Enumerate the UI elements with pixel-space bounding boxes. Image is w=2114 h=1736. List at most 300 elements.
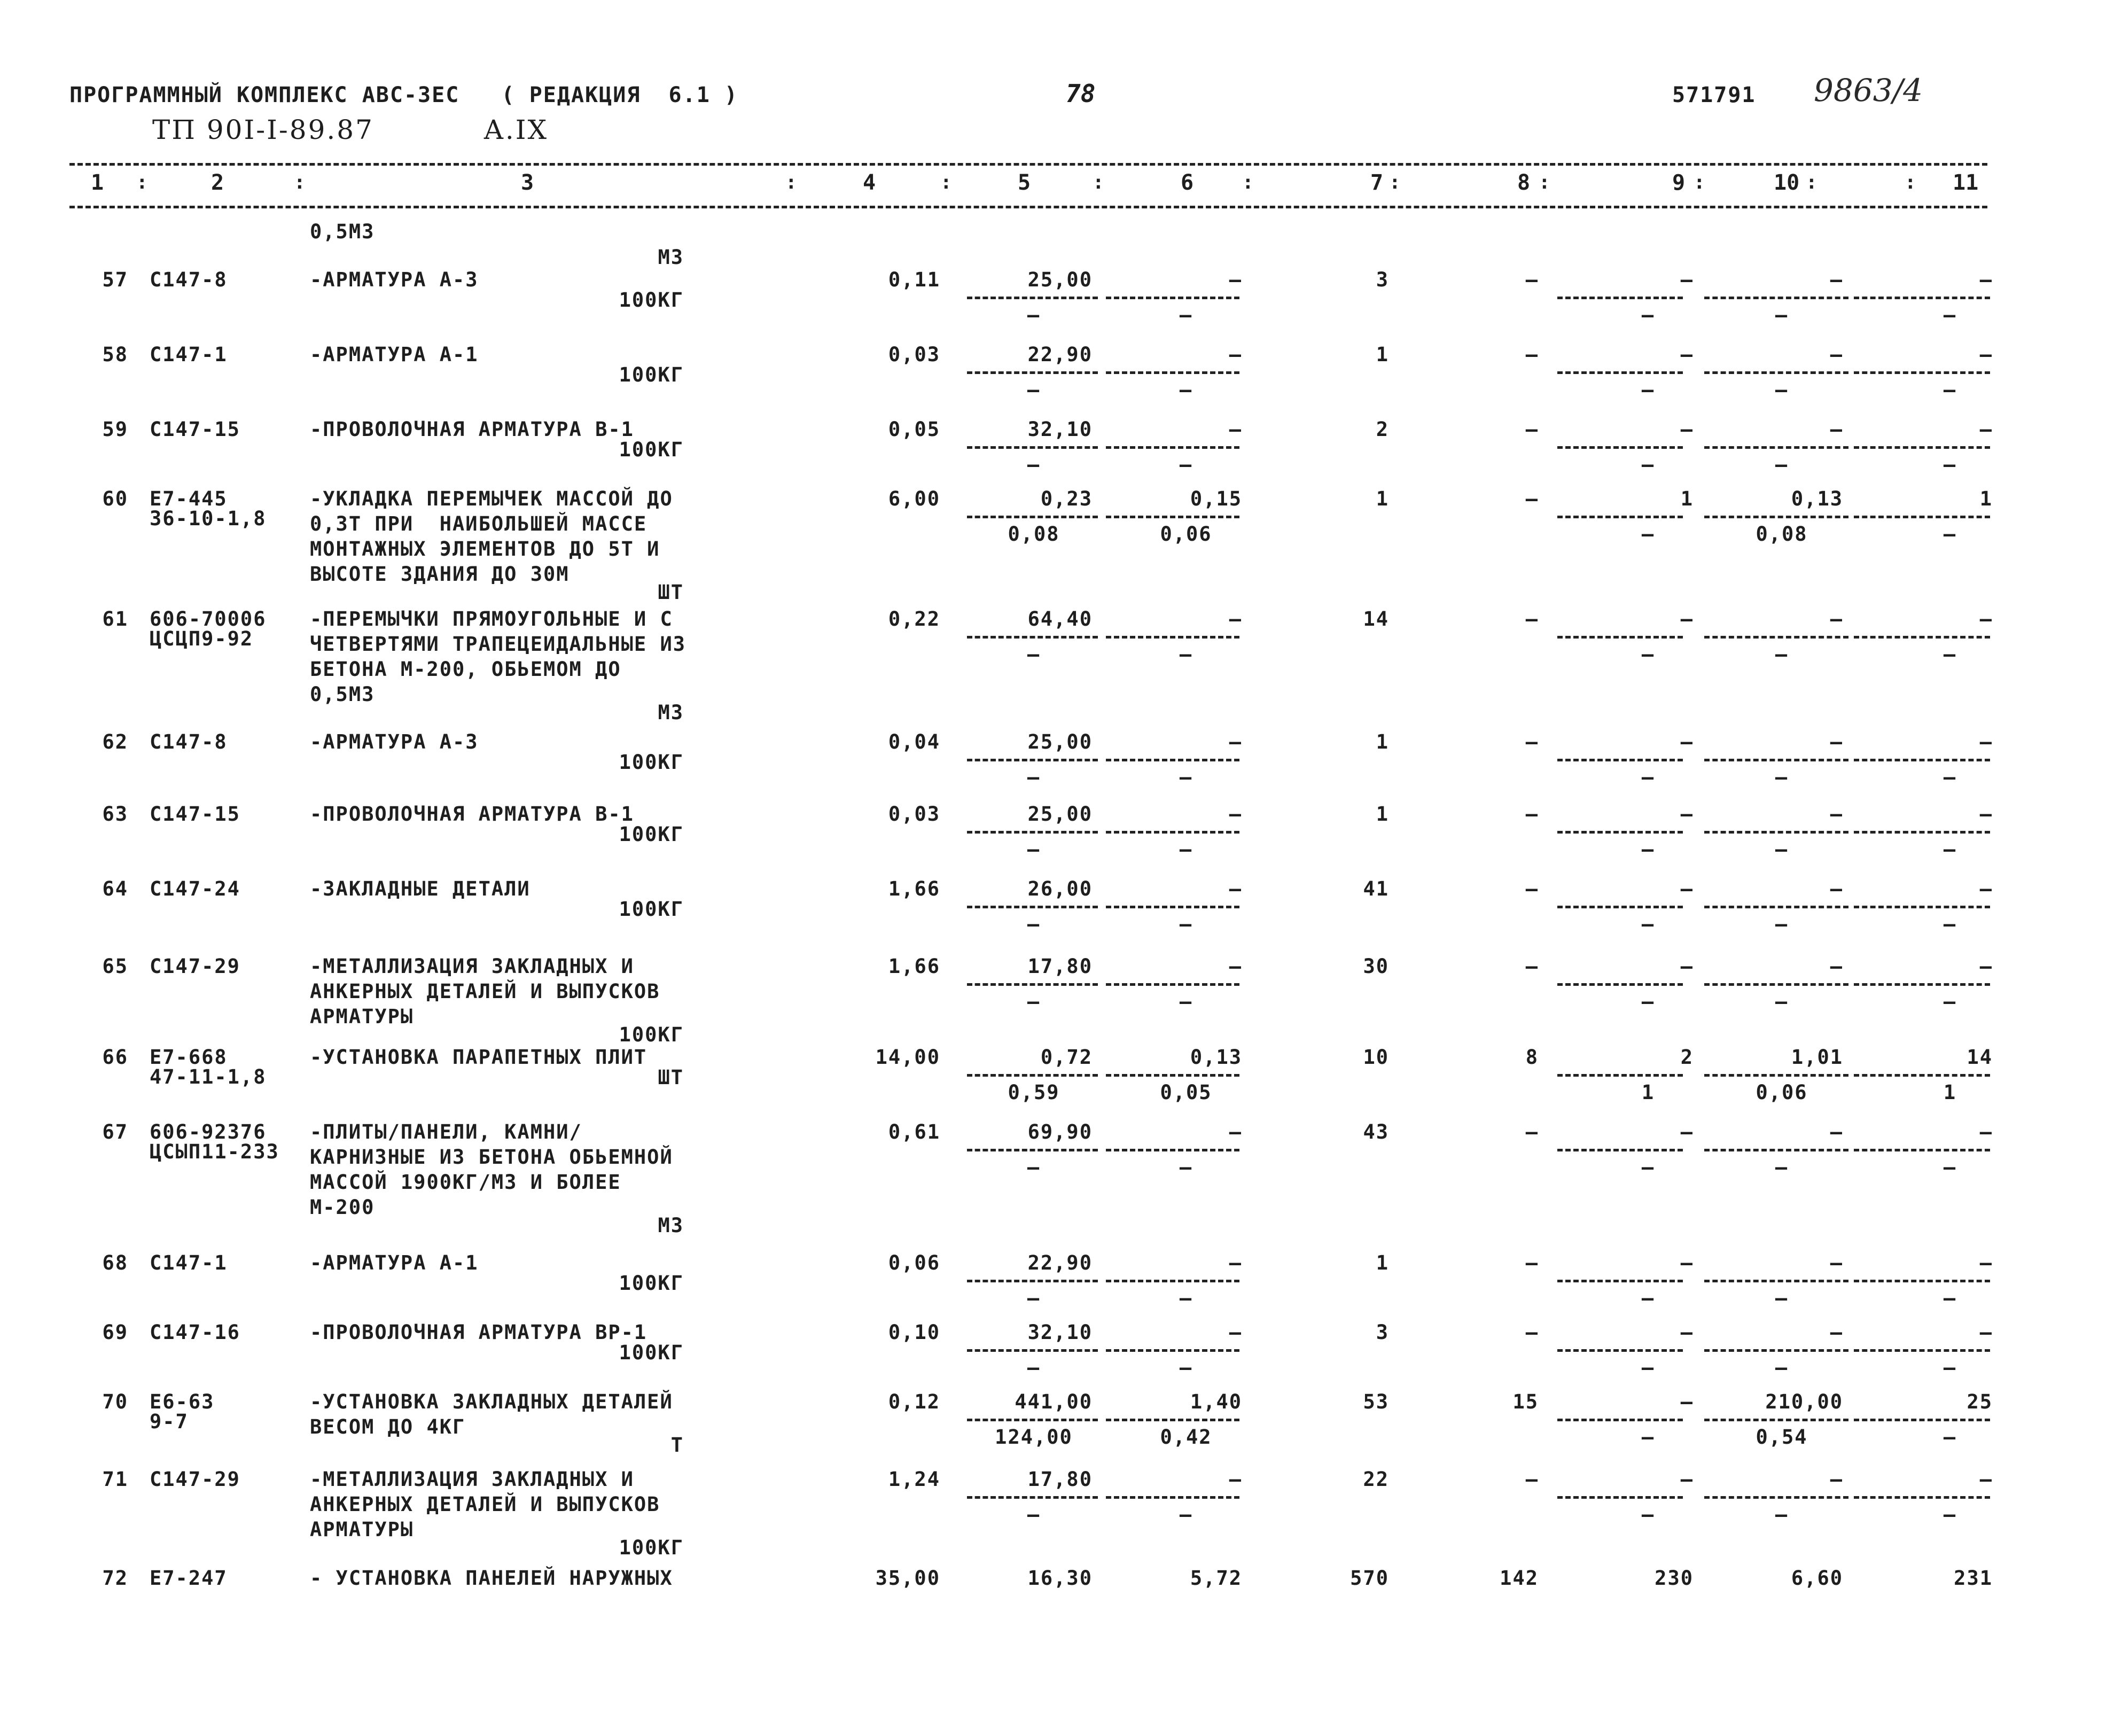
fraction-line xyxy=(1557,371,1683,374)
row-number: 69 xyxy=(102,1321,128,1344)
value-c10: 1,01 xyxy=(1791,1046,1843,1069)
unit-of-measure: 100КГ xyxy=(619,751,684,774)
value-c10-lower: – xyxy=(1775,303,1789,326)
fraction-line xyxy=(1557,636,1683,639)
work-description: 0,5М3 xyxy=(310,220,375,243)
column-separator: : xyxy=(1093,172,1104,193)
value-c6-lower: – xyxy=(1179,766,1193,789)
unit-of-measure: М3 xyxy=(658,701,684,724)
value-c6-lower: 0,42 xyxy=(1160,1426,1212,1449)
fraction-line xyxy=(967,636,1098,639)
resource-code: Е7-247 xyxy=(150,1567,228,1590)
value-c11-lower: – xyxy=(1943,1356,1957,1379)
value-c8: – xyxy=(1525,1120,1539,1143)
fraction-line xyxy=(967,906,1098,908)
fraction-line xyxy=(967,1349,1098,1352)
value-c11: 14 xyxy=(1967,1046,1993,1069)
fraction-line xyxy=(1704,297,1848,299)
column-separator: : xyxy=(785,172,797,193)
value-c9-lower: – xyxy=(1641,990,1655,1013)
value-c6-lower: – xyxy=(1179,990,1193,1013)
work-description: М-200 xyxy=(310,1196,375,1219)
row-number: 60 xyxy=(102,487,128,510)
value-c9: – xyxy=(1680,955,1694,978)
fraction-line xyxy=(967,446,1098,449)
value-c6-lower: – xyxy=(1179,1287,1193,1310)
value-c8: – xyxy=(1525,1321,1539,1344)
value-c11-lower: – xyxy=(1943,1503,1957,1526)
fraction-line xyxy=(1106,446,1239,449)
value-c8: – xyxy=(1525,877,1539,900)
value-c4: 35,00 xyxy=(875,1567,940,1590)
value-c10: – xyxy=(1830,418,1843,441)
fraction-line xyxy=(1557,983,1683,986)
doc-number: 571791 xyxy=(1672,83,1756,107)
column-separator: : xyxy=(1539,172,1550,193)
value-c4: 6,00 xyxy=(888,487,940,510)
value-c9-lower: – xyxy=(1641,453,1655,476)
value-c9-lower: – xyxy=(1641,523,1655,546)
value-c11-lower: – xyxy=(1943,913,1957,936)
value-c7: 1 xyxy=(1376,487,1389,510)
value-c5: 32,10 xyxy=(1027,418,1093,441)
value-c11: – xyxy=(1979,955,1993,978)
row-number: 72 xyxy=(102,1567,128,1590)
column-header-7: 7 xyxy=(1370,170,1384,195)
fraction-line xyxy=(967,983,1098,986)
value-c4: 0,10 xyxy=(888,1321,940,1344)
fraction-line xyxy=(1704,636,1848,639)
value-c6-lower: – xyxy=(1179,643,1193,666)
value-c7: 43 xyxy=(1363,1120,1389,1143)
value-c5: 64,40 xyxy=(1027,608,1093,630)
value-c11: 25 xyxy=(1967,1390,1993,1413)
value-c7: 22 xyxy=(1363,1468,1389,1491)
value-c4: 0,11 xyxy=(888,268,940,291)
value-c5-lower: – xyxy=(1027,1156,1041,1179)
value-c7: 1 xyxy=(1376,1251,1389,1274)
value-c6-lower: – xyxy=(1179,378,1193,401)
value-c10: – xyxy=(1830,1251,1843,1274)
fraction-line xyxy=(1704,516,1848,518)
value-c7: 3 xyxy=(1376,268,1389,291)
resource-code: 606-70006 ЦСЦП9-92 xyxy=(150,608,267,650)
work-description: -УСТАНОВКА ПАРАПЕТНЫХ ПЛИТ xyxy=(310,1046,648,1069)
value-c10: – xyxy=(1830,1120,1843,1143)
value-c9: – xyxy=(1680,343,1694,366)
fraction-line xyxy=(1854,371,1990,374)
value-c7: 3 xyxy=(1376,1321,1389,1344)
work-description: -МЕТАЛЛИЗАЦИЯ ЗАКЛАДНЫХ И xyxy=(310,955,634,978)
value-c5-lower: 124,00 xyxy=(995,1426,1073,1449)
work-description: -ЗАКЛАДНЫЕ ДЕТАЛИ xyxy=(310,877,531,900)
value-c5: 32,10 xyxy=(1027,1321,1093,1344)
fraction-line xyxy=(1704,1280,1848,1282)
value-c6-lower: – xyxy=(1179,1356,1193,1379)
value-c5: 0,23 xyxy=(1040,487,1093,510)
value-c9-lower: – xyxy=(1641,838,1655,861)
value-c5: 69,90 xyxy=(1027,1120,1093,1143)
value-c10-lower: – xyxy=(1775,766,1789,789)
unit-of-measure: 100КГ xyxy=(619,289,684,312)
fraction-line xyxy=(1106,516,1239,518)
value-c6: – xyxy=(1229,803,1242,826)
value-c11: – xyxy=(1979,803,1993,826)
value-c7: 10 xyxy=(1363,1046,1389,1069)
value-c5: 16,30 xyxy=(1027,1567,1093,1590)
value-c5: 0,72 xyxy=(1040,1046,1093,1069)
value-c8: – xyxy=(1525,1468,1539,1491)
row-number: 65 xyxy=(102,955,128,978)
work-description: -ПРОВОЛОЧНАЯ АРМАТУРА ВР-1 xyxy=(310,1321,648,1344)
column-header-2: 2 xyxy=(211,170,224,195)
value-c11: – xyxy=(1979,1468,1993,1491)
value-c5-lower: – xyxy=(1027,1287,1041,1310)
fraction-line xyxy=(1557,1496,1683,1499)
row-number: 61 xyxy=(102,608,128,630)
work-description: АНКЕРНЫХ ДЕТАЛЕЙ И ВЫПУСКОВ xyxy=(310,1493,660,1516)
fraction-line xyxy=(1557,1349,1683,1352)
fraction-line xyxy=(1557,1149,1683,1151)
fraction-line xyxy=(1557,1419,1683,1421)
fraction-line xyxy=(1854,1496,1990,1499)
column-separator: : xyxy=(294,172,306,193)
row-number: 64 xyxy=(102,877,128,900)
work-description: 0,5М3 xyxy=(310,683,375,706)
value-c9-lower: – xyxy=(1641,1287,1655,1310)
fraction-line xyxy=(1854,983,1990,986)
column-header-9: 9 xyxy=(1672,170,1686,195)
fraction-line xyxy=(1557,1074,1683,1077)
value-c4: 1,24 xyxy=(888,1468,940,1491)
fraction-line xyxy=(967,1149,1098,1151)
value-c9-lower: – xyxy=(1641,378,1655,401)
row-number: 63 xyxy=(102,803,128,826)
value-c11: – xyxy=(1979,1120,1993,1143)
work-description: 0,3Т ПРИ НАИБОЛЬШЕЙ МАССЕ xyxy=(310,512,648,535)
value-c10: – xyxy=(1830,1321,1843,1344)
value-c10: – xyxy=(1830,268,1843,291)
value-c5-lower: – xyxy=(1027,378,1041,401)
unit-of-measure: 100КГ xyxy=(619,823,684,846)
value-c8: 8 xyxy=(1525,1046,1539,1069)
fraction-line xyxy=(1106,831,1239,834)
row-number: 59 xyxy=(102,418,128,441)
value-c7: 1 xyxy=(1376,343,1389,366)
value-c7: 570 xyxy=(1350,1567,1389,1590)
fraction-line xyxy=(1557,1280,1683,1282)
value-c9: – xyxy=(1680,1468,1694,1491)
value-c11-lower: – xyxy=(1943,766,1957,789)
column-separator: : xyxy=(1242,172,1254,193)
value-c9: – xyxy=(1680,268,1694,291)
work-description: ВЕСОМ ДО 4КГ xyxy=(310,1415,466,1438)
work-description: ВЫСОТЕ ЗДАНИЯ ДО 30М xyxy=(310,563,570,586)
fraction-line xyxy=(1704,1149,1848,1151)
column-separator: : xyxy=(940,172,952,193)
value-c9: – xyxy=(1680,1251,1694,1274)
fraction-line xyxy=(1854,297,1990,299)
value-c6: – xyxy=(1229,268,1242,291)
value-c10-lower: – xyxy=(1775,453,1789,476)
value-c6-lower: – xyxy=(1179,1503,1193,1526)
value-c11: – xyxy=(1979,1251,1993,1274)
value-c5-lower: – xyxy=(1027,303,1041,326)
value-c5-lower: – xyxy=(1027,990,1041,1013)
fraction-line xyxy=(1557,759,1683,761)
value-c11: – xyxy=(1979,1321,1993,1344)
row-number: 57 xyxy=(102,268,128,291)
unit-of-measure: 100КГ xyxy=(619,1341,684,1364)
column-header-6: 6 xyxy=(1181,170,1194,195)
fraction-line xyxy=(967,1074,1098,1077)
value-c9-lower: 1 xyxy=(1641,1081,1655,1104)
work-description: -АРМАТУРА А-1 xyxy=(310,1251,479,1274)
fraction-line xyxy=(1704,1496,1848,1499)
value-c8: – xyxy=(1525,608,1539,630)
value-c7: 2 xyxy=(1376,418,1389,441)
fraction-line xyxy=(1106,1496,1239,1499)
fraction-line xyxy=(1854,831,1990,834)
fraction-line xyxy=(967,1496,1098,1499)
resource-code: Е7-445 36-10-1,8 xyxy=(150,487,267,530)
fraction-line xyxy=(1106,1349,1239,1352)
value-c10-lower: – xyxy=(1775,838,1789,861)
work-description: -ПЛИТЫ/ПАНЕЛИ, КАМНИ/ xyxy=(310,1120,582,1143)
resource-code: Е6-63 9-7 xyxy=(150,1390,215,1433)
value-c6-lower: – xyxy=(1179,838,1193,861)
unit-of-measure: ШТ xyxy=(658,581,684,604)
value-c4: 0,03 xyxy=(888,803,940,826)
value-c9: 2 xyxy=(1680,1046,1694,1069)
fraction-line xyxy=(1704,371,1848,374)
value-c5: 25,00 xyxy=(1027,730,1093,753)
value-c11: 231 xyxy=(1954,1567,1993,1590)
fraction-line xyxy=(967,371,1098,374)
value-c8: 142 xyxy=(1500,1567,1539,1590)
value-c6: – xyxy=(1229,877,1242,900)
fraction-line xyxy=(967,1280,1098,1282)
value-c6: – xyxy=(1229,1321,1242,1344)
fraction-line xyxy=(1704,906,1848,908)
row-number: 68 xyxy=(102,1251,128,1274)
resource-code: 606-92376 ЦСЫП11-233 xyxy=(150,1120,279,1163)
value-c5-lower: – xyxy=(1027,643,1041,666)
value-c5: 17,80 xyxy=(1027,1468,1093,1491)
fraction-line xyxy=(967,1419,1098,1421)
fraction-line xyxy=(1704,983,1848,986)
value-c11-lower: 1 xyxy=(1943,1081,1957,1104)
value-c9: – xyxy=(1680,1120,1694,1143)
resource-code: С147-29 xyxy=(150,955,240,978)
column-header-3: 3 xyxy=(521,170,534,195)
work-description: АНКЕРНЫХ ДЕТАЛЕЙ И ВЫПУСКОВ xyxy=(310,980,660,1003)
column-header-5: 5 xyxy=(1018,170,1031,195)
value-c8: – xyxy=(1525,487,1539,510)
header-rule-bottom xyxy=(69,206,1987,208)
fraction-line xyxy=(1854,906,1990,908)
value-c11-lower: – xyxy=(1943,1287,1957,1310)
fraction-line xyxy=(1106,1149,1239,1151)
resource-code: С147-1 xyxy=(150,343,228,366)
resource-code: С147-24 xyxy=(150,877,240,900)
value-c4: 1,66 xyxy=(888,877,940,900)
value-c6: 0,15 xyxy=(1190,487,1242,510)
resource-code: С147-15 xyxy=(150,803,240,826)
value-c9: – xyxy=(1680,608,1694,630)
value-c10-lower: – xyxy=(1775,378,1789,401)
value-c4: 0,03 xyxy=(888,343,940,366)
value-c10: – xyxy=(1830,877,1843,900)
value-c8: – xyxy=(1525,803,1539,826)
fraction-line xyxy=(1106,636,1239,639)
value-c11: – xyxy=(1979,877,1993,900)
value-c11: – xyxy=(1979,418,1993,441)
value-c10: – xyxy=(1830,608,1843,630)
fraction-line xyxy=(1854,636,1990,639)
work-description: -ПРОВОЛОЧНАЯ АРМАТУРА В-1 xyxy=(310,418,634,441)
unit-of-measure: 100КГ xyxy=(619,1272,684,1295)
value-c10-lower: – xyxy=(1775,1503,1789,1526)
fraction-line xyxy=(1106,371,1239,374)
value-c9-lower: – xyxy=(1641,1156,1655,1179)
value-c11-lower: – xyxy=(1943,523,1957,546)
value-c5: 22,90 xyxy=(1027,343,1093,366)
value-c8: – xyxy=(1525,955,1539,978)
value-c6: – xyxy=(1229,343,1242,366)
value-c4: 14,00 xyxy=(875,1046,940,1069)
value-c5-lower: – xyxy=(1027,453,1041,476)
handwritten-code: 9863/4 xyxy=(1814,72,1923,108)
value-c10-lower: 0,06 xyxy=(1756,1081,1808,1104)
fraction-line xyxy=(967,516,1098,518)
resource-code: С147-8 xyxy=(150,730,228,753)
fraction-line xyxy=(967,759,1098,761)
value-c9-lower: – xyxy=(1641,1503,1655,1526)
fraction-line xyxy=(1106,983,1239,986)
fraction-line xyxy=(1704,759,1848,761)
value-c10: 210,00 xyxy=(1765,1390,1843,1413)
fraction-line xyxy=(1106,1074,1239,1077)
unit-of-measure: 100КГ xyxy=(619,1536,684,1559)
work-description: АРМАТУРЫ xyxy=(310,1005,414,1028)
fraction-line xyxy=(1854,1149,1990,1151)
header-rule-top xyxy=(69,163,1987,166)
value-c4: 0,04 xyxy=(888,730,940,753)
fraction-line xyxy=(1557,446,1683,449)
value-c6-lower: – xyxy=(1179,453,1193,476)
value-c6: 5,72 xyxy=(1190,1567,1242,1590)
value-c4: 0,05 xyxy=(888,418,940,441)
value-c5: 441,00 xyxy=(1015,1390,1093,1413)
work-description: МОНТАЖНЫХ ЭЛЕМЕНТОВ ДО 5Т И xyxy=(310,538,660,560)
value-c8: – xyxy=(1525,268,1539,291)
value-c10-lower: – xyxy=(1775,913,1789,936)
column-separator: : xyxy=(1389,172,1401,193)
value-c10: – xyxy=(1830,803,1843,826)
column-separator: : xyxy=(1806,172,1817,193)
column-header-1: 1 xyxy=(91,170,104,195)
value-c10: 6,60 xyxy=(1791,1567,1843,1590)
fraction-line xyxy=(1854,516,1990,518)
fraction-line xyxy=(1557,297,1683,299)
work-description: -АРМАТУРА А-1 xyxy=(310,343,479,366)
album-code: А.IX xyxy=(483,114,549,145)
column-header-11: 11 xyxy=(1953,170,1979,195)
value-c7: 14 xyxy=(1363,608,1389,630)
work-description: -АРМАТУРА А-3 xyxy=(310,730,479,753)
row-number: 62 xyxy=(102,730,128,753)
value-c6: – xyxy=(1229,418,1242,441)
fraction-line xyxy=(1704,831,1848,834)
value-c11-lower: – xyxy=(1943,643,1957,666)
value-c9-lower: – xyxy=(1641,766,1655,789)
resource-code: С147-1 xyxy=(150,1251,228,1274)
value-c10-lower: – xyxy=(1775,1356,1789,1379)
value-c8: – xyxy=(1525,1251,1539,1274)
value-c5: 17,80 xyxy=(1027,955,1093,978)
work-description: КАРНИЗНЫЕ ИЗ БЕТОНА ОБЬЕМНОЙ xyxy=(310,1146,673,1169)
resource-code: Е7-668 47-11-1,8 xyxy=(150,1046,267,1088)
value-c6: – xyxy=(1229,955,1242,978)
column-header-10: 10 xyxy=(1774,170,1800,195)
value-c10-lower: 0,08 xyxy=(1756,523,1808,546)
fraction-line xyxy=(1106,1419,1239,1421)
unit-of-measure: 100КГ xyxy=(619,363,684,386)
value-c8: – xyxy=(1525,343,1539,366)
value-c10: – xyxy=(1830,730,1843,753)
value-c5: 26,00 xyxy=(1027,877,1093,900)
work-description: - УСТАНОВКА ПАНЕЛЕЙ НАРУЖНЫХ xyxy=(310,1567,673,1590)
row-number: 70 xyxy=(102,1390,128,1413)
column-separator: : xyxy=(1905,172,1916,193)
value-c4: 0,22 xyxy=(888,608,940,630)
work-description: -ПЕРЕМЫЧКИ ПРЯМОУГОЛЬНЫЕ И С xyxy=(310,608,673,630)
value-c11-lower: – xyxy=(1943,1156,1957,1179)
value-c11-lower: – xyxy=(1943,1426,1957,1449)
value-c9: 1 xyxy=(1680,487,1694,510)
fraction-line xyxy=(1557,906,1683,908)
value-c4: 1,66 xyxy=(888,955,940,978)
value-c6: 1,40 xyxy=(1190,1390,1242,1413)
value-c9: – xyxy=(1680,1321,1694,1344)
fraction-line xyxy=(1854,1349,1990,1352)
value-c10: – xyxy=(1830,343,1843,366)
value-c10-lower: – xyxy=(1775,1287,1789,1310)
value-c7: 41 xyxy=(1363,877,1389,900)
value-c6: – xyxy=(1229,1251,1242,1274)
value-c9-lower: – xyxy=(1641,1426,1655,1449)
resource-code: С147-8 xyxy=(150,268,228,291)
fraction-line xyxy=(1854,1074,1990,1077)
work-description: -МЕТАЛЛИЗАЦИЯ ЗАКЛАДНЫХ И xyxy=(310,1468,634,1491)
page-number: 78 xyxy=(1066,79,1096,108)
value-c11: – xyxy=(1979,608,1993,630)
value-c10: – xyxy=(1830,955,1843,978)
value-c10: 0,13 xyxy=(1791,487,1843,510)
value-c6: – xyxy=(1229,730,1242,753)
value-c7: 1 xyxy=(1376,730,1389,753)
value-c9-lower: – xyxy=(1641,913,1655,936)
value-c8: 15 xyxy=(1512,1390,1539,1413)
unit-of-measure: 100КГ xyxy=(619,898,684,921)
fraction-line xyxy=(1106,1280,1239,1282)
value-c7: 1 xyxy=(1376,803,1389,826)
fraction-line xyxy=(1557,516,1683,518)
fraction-line xyxy=(1704,1074,1848,1077)
value-c11: 1 xyxy=(1979,487,1993,510)
value-c8: – xyxy=(1525,418,1539,441)
